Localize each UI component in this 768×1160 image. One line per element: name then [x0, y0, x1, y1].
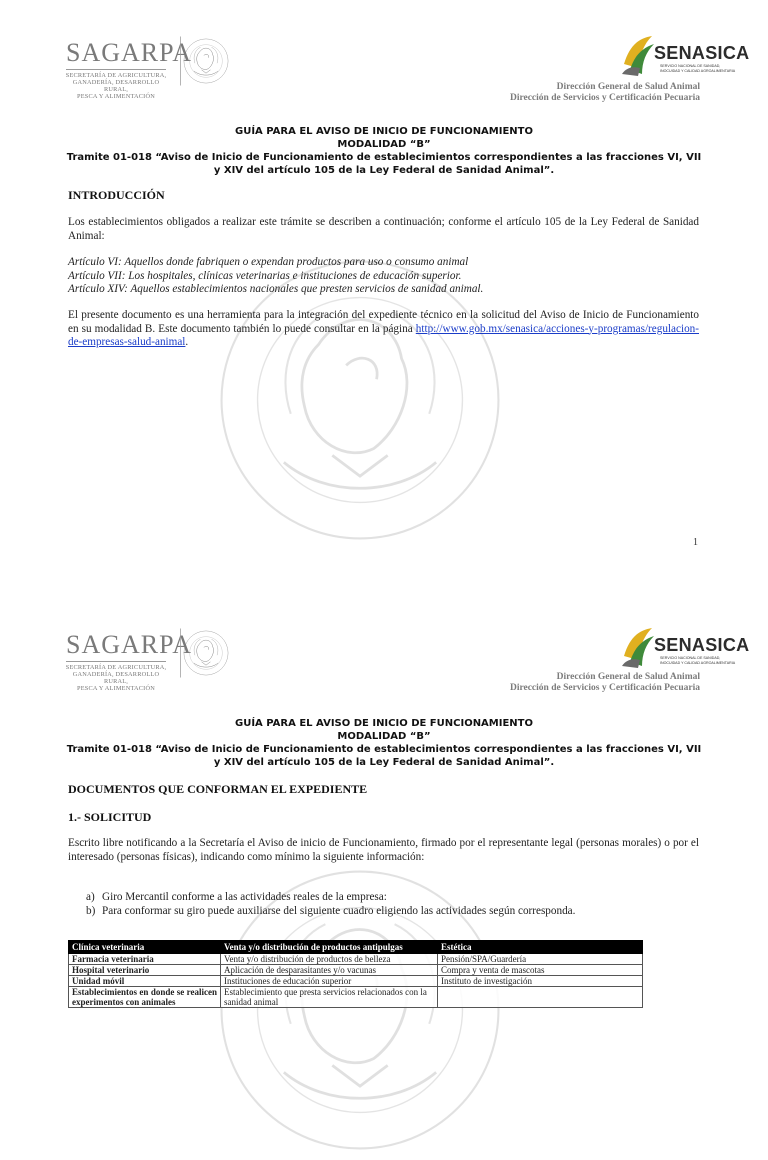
table-cell: Instituto de investigación: [438, 976, 643, 987]
sagarpa-subtitle: SECRETARÍA DE AGRICULTURA, GANADERÍA, DESARROLLO RURAL, PESCA Y ALIMENTACIÓN: [65, 664, 167, 692]
sagarpa-subtitle: SECRETARÍA DE AGRICULTURA, GANADERÍA, DESARROLLO RURAL, PESCA Y ALIMENTACIÓN: [65, 72, 167, 100]
department-header: [510, 672, 700, 694]
info-list: [86, 891, 575, 918]
dept-line-2: Dirección de Servicios y Certificación Pecuaria: [509, 683, 700, 693]
table-cell: Instituciones de educación superior: [221, 976, 438, 987]
mexican-coat-of-arms-icon: [176, 34, 236, 88]
table-row: [69, 976, 643, 987]
document-page-2: [0, 590, 768, 1024]
department-header: [510, 82, 700, 104]
senasica-logo: [620, 34, 750, 84]
table-cell: Establecimientos en donde se realicen experimentos con animales: [69, 987, 221, 1008]
senasica-logo: [620, 626, 750, 676]
article-14: Artículo XIV: Aquellos establecimientos nacionales que presten servicios de sanidad animal.: [68, 283, 484, 295]
table-row: [69, 965, 643, 976]
solicitud-heading: 1.- SOLICITUD: [68, 810, 152, 824]
document-title: GUÍA PARA EL AVISO DE INICIO DE FUNCIONAMIENTO MODALIDAD “B” Tramite 01-018 “Aviso de Inicio de Funcionamiento de establecimientos correspondientes a las fracciones VI, VII y XIV del artículo 105 de la Ley Federal de Sanidad Animal”.: [66, 126, 702, 176]
article-7: Artículo VII: Los hospitales, clínicas veterinarias e instituciones de educación superior.: [68, 269, 462, 282]
table-cell: Aplicación de desparasitantes y/o vacunas: [221, 965, 438, 976]
dept-line-1: Dirección General de Salud Animal: [556, 672, 700, 682]
table-cell: Farmacia veterinaria: [69, 954, 221, 965]
table-header-row: [69, 941, 643, 954]
articles-list: [68, 256, 699, 297]
table-row: [69, 987, 643, 1008]
article-6: Artículo VI: Aquellos donde fabriquen o expendan productos para uso o consumo animal: [68, 256, 469, 268]
table-header-cell: Clínica veterinaria: [69, 941, 221, 954]
dept-line-2: Dirección de Servicios y Certificación Pecuaria: [509, 93, 700, 103]
list-item: a) Giro Mercantil conforme a las actividades reales de la empresa:: [86, 891, 387, 903]
document-title: GUÍA PARA EL AVISO DE INICIO DE FUNCIONAMIENTO MODALIDAD “B” Tramite 01-018 “Aviso de Inicio de Funcionamiento de establecimientos correspondientes a las fracciones VI, VII y XIV del artículo 105 de la Ley Federal de Sanidad Animal”.: [66, 718, 702, 768]
sagarpa-logo: [65, 38, 266, 100]
sagarpa-logo: [65, 630, 266, 692]
activities-table: [68, 940, 643, 1008]
table-cell: Venta y/o distribución de productos de belleza: [221, 954, 438, 965]
senasica-subtitle: SERVICIO NACIONAL DE SANIDAD, INOCUIDAD Y CALIDAD AGROALIMENTARIA: [660, 656, 736, 665]
page-number: 1: [693, 537, 698, 548]
documents-heading: DOCUMENTOS QUE CONFORMAN EL EXPEDIENTE: [68, 782, 368, 796]
senasica-link[interactable]: http://www.gob.mx/senasica/acciones-y-programas/regulacion-de-empresas-salud-animal: [68, 322, 699, 348]
senasica-wordmark: SENASICA: [654, 635, 750, 655]
table-cell: Pensión/SPA/Guardería: [438, 954, 643, 965]
sagarpa-wordmark: SAGARPA: [66, 38, 192, 67]
table-cell: Establecimiento que presta servicios relacionados con la sanidad animal: [221, 987, 438, 1008]
mexican-coat-of-arms-icon: [176, 626, 236, 680]
senasica-wordmark: SENASICA: [654, 43, 750, 63]
intro-heading: INTRODUCCIÓN: [68, 188, 165, 202]
table-cell: [438, 987, 643, 1008]
dept-line-1: Dirección General de Salud Animal: [556, 82, 700, 92]
intro-paragraph: Los establecimientos obligados a realizar este trámite se describen a continuación; conforme el artículo 105 de la Ley Federal de Sanidad Animal:: [68, 216, 699, 242]
table-cell: Hospital veterinario: [69, 965, 221, 976]
tool-paragraph: El presente documento es una herramienta para la integración del expediente técnico en la solicitud del Aviso de Inicio de Funcionamiento en su modalidad B. Este documento también lo puede consultar en la página http://www.gob.mx/senasica/acciones-y-programas/regulacion-de-empresas-salud-animal.: [68, 309, 699, 348]
sagarpa-wordmark: SAGARPA: [66, 630, 192, 659]
solicitud-paragraph: Escrito libre notificando a la Secretaría el Aviso de inicio de Funcionamiento, firmado por el representante legal (personas morales) o por el interesado (personas físicas), indicando como mínimo la siguiente información:: [68, 837, 699, 863]
table-header-cell: Venta y/o distribución de productos antipulgas: [221, 941, 438, 954]
table-row: [69, 954, 643, 965]
list-item: b) Para conformar su giro puede auxiliarse del siguiente cuadro eligiendo las actividades según corresponda.: [86, 904, 576, 917]
senasica-subtitle: SERVICIO NACIONAL DE SANIDAD, INOCUIDAD Y CALIDAD AGROALIMENTARIA: [660, 64, 736, 73]
table-cell: Unidad móvil: [69, 976, 221, 987]
table-cell: Compra y venta de mascotas: [438, 965, 643, 976]
table-header-cell: Estética: [438, 941, 643, 954]
